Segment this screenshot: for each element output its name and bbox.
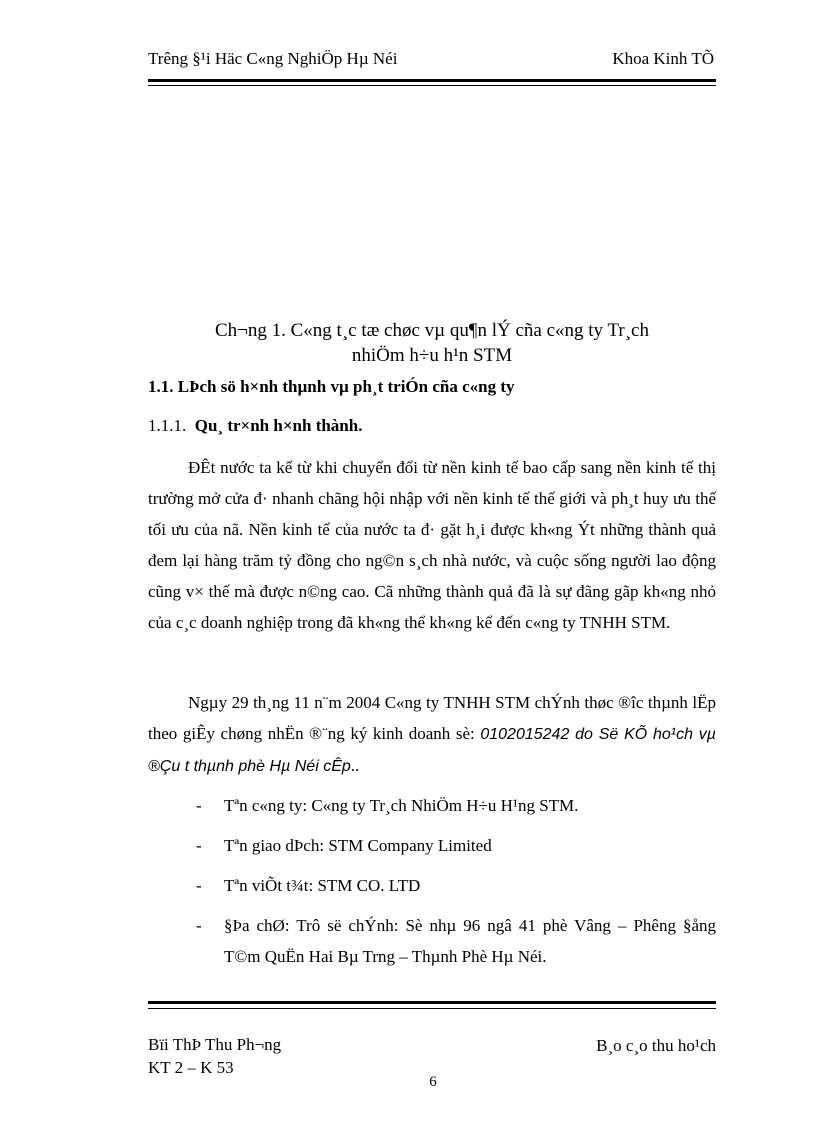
subsection-title: Qu¸ tr×nh h×nh thành. [194, 416, 363, 435]
list-item [196, 790, 716, 821]
bullet-dash: - [196, 796, 202, 815]
list-item [196, 830, 716, 861]
list-item [196, 910, 716, 972]
footer-rule-thick [148, 1001, 716, 1004]
section-heading: 1.1. LÞch sö h×nh thµnh vµ ph¸t triÓn cña c«ng ty [148, 377, 515, 396]
footer-rule-thin [148, 1008, 716, 1009]
list-item-short-name: Tªn viÕt t¾t: STM CO. LTD [224, 876, 421, 895]
footer-report-type: B¸o c¸o thu ho¹ch [596, 1036, 716, 1055]
paragraph-establishment [148, 687, 716, 782]
header-school-name: Trêng §¹i Häc C«ng NghiÖp Hµ Néi [148, 49, 398, 68]
page-number: 6 [429, 1074, 437, 1090]
registration-number-text: 0102015242 do Së KÕ ho¹ch vµ ®Çu t thµnh phè Hµ Néi cÊp [148, 726, 716, 775]
footer-author: Bïi ThÞ Thu Ph¬ng [148, 1035, 282, 1054]
footer-class-code: KT 2 – K 53 [148, 1058, 234, 1077]
list-item [196, 870, 716, 901]
paragraph-establishment-end: .. [350, 756, 360, 775]
paragraph-establishment-text: Ngµy 29 th¸ng 11 n¨m 2004 C«ng ty TNHH STM chÝnh thøc ®îc thµnh lËp theo giÊy chøng nhËn ®¨ng ký kinh doanh sè: [148, 693, 716, 743]
chapter-title [148, 318, 716, 368]
chapter-title-line-2: nhiÖm h÷u h¹n STM [351, 345, 513, 366]
company-info-list [196, 790, 716, 981]
bullet-dash: - [196, 916, 202, 935]
header-faculty-name: Khoa Kinh TÕ [612, 49, 714, 68]
subsection-heading [148, 416, 362, 436]
list-item-company-name: Tªn c«ng ty: C«ng ty Tr¸ch NhiÖm H÷u H¹ng STM. [224, 796, 579, 815]
header-rule-thin [148, 85, 716, 86]
chapter-title-line-1: Ch¬ng 1. C«ng t¸c tæ chøc vµ qu¶n lÝ cña c«ng ty Tr¸ch [215, 320, 649, 341]
list-item-trade-name: Tªn giao dÞch: STM Company Limited [224, 836, 492, 855]
subsection-number: 1.1.1. [148, 416, 187, 435]
bullet-dash: - [196, 836, 202, 855]
list-item-address: §Þa chØ: Trô së chÝnh: Sè nhµ 96 ngâ 41 phè Vâng – Phêng §ång T©m QuËn Hai Bµ Trng – Thµnh Phè Hµ Néi. [224, 916, 716, 966]
bullet-dash: - [196, 876, 202, 895]
header-rule-thick [148, 79, 716, 82]
paragraph-history: ĐÊt nước ta kể từ khi chuyển đổi từ nền kinh tế bao cấp sang nền kinh tế thị trường mở cửa đ· nhanh chãng hội nhập với nền kinh tế thế giới và ph¸t huy ưu thế tối ưu của nã. Nền kinh tế của nước ta đ· gặt h¸i được kh«ng Ýt những thành quả đem lại hàng trăm tỷ đồng cho ng©n s¸ch nhà nước, và cuộc sống người lao động cũng v× thế mà được n©ng cao. Cã những thành quả đã là sự đãng gãp kh«ng nhỏ của c¸c doanh nghiệp trong đã kh«ng thể kh«ng kể đến c«ng ty TNHH STM. [148, 458, 716, 632]
